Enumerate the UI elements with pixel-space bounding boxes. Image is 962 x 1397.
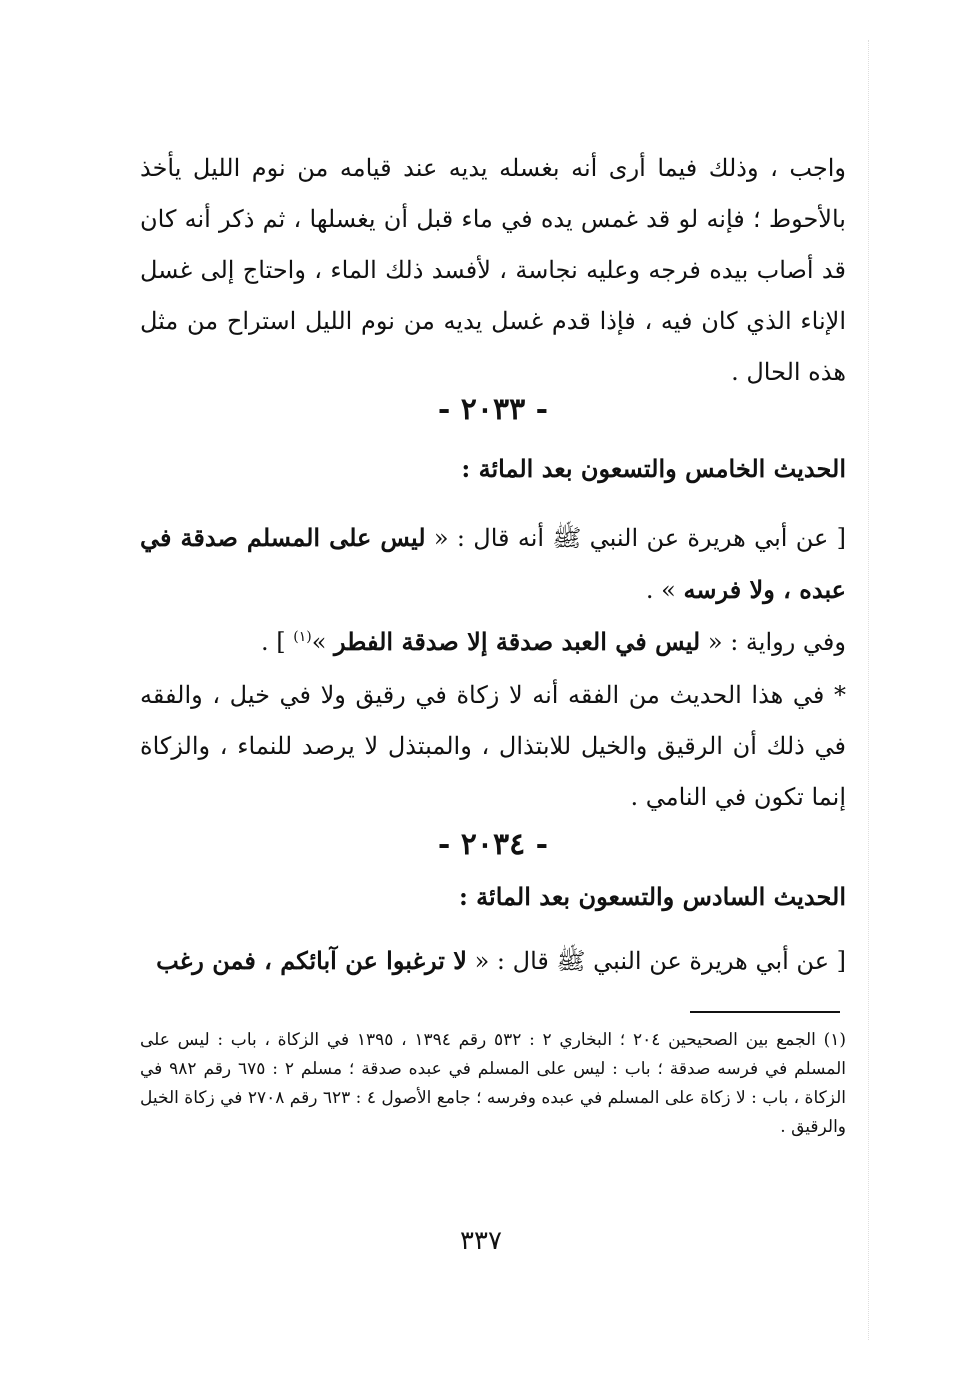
hadith-text-2033 <box>140 512 846 616</box>
hadith-title-195: الحديث الخامس والتسعون بعد المائة : <box>461 454 846 483</box>
hadith-quote: ليس على المسلم صدقة في عبده ، ولا فرسه <box>140 523 846 604</box>
riwaya-intro: وفي رواية : « <box>700 628 846 656</box>
hadith-quote-2: لا ترغبوا عن آبائكم ، فمن رغب <box>156 946 467 975</box>
riwaya-end: ] . <box>261 628 294 656</box>
commentary-paragraph: * في هذا الحديث من الفقه أنه لا زكاة في رقيق ولا في خيل ، والفقه في ذلك أن الرقيق والخيل للابتذال ، والمبتذل لا يرصد للنماء ، والزكاة إنما تكون في النامي . <box>140 681 846 811</box>
riwaya-line <box>140 612 846 668</box>
hadith-title-196: الحديث السادس والتسعون بعد المائة : <box>458 882 846 911</box>
page-edge-line <box>868 40 869 1340</box>
footnote-separator <box>690 1011 840 1013</box>
hadith-number-2033: - ٢٠٣٣ - <box>437 392 549 427</box>
hadith-number-2034: - ٢٠٣٤ - <box>437 827 549 862</box>
riwaya-quote: ليس في العبد صدقة إلا صدقة الفطر <box>334 627 701 656</box>
page-number: ٣٣٧ <box>460 1226 502 1256</box>
hadith-intro: [ عن أبي هريرة عن النبي ﷺ أنه قال : « <box>425 524 847 552</box>
footnote-text: (١) الجمع بين الصحيحين ٢٠٤ ؛ البخاري ٢ : ٥٣٢ رقم ١٣٩٤ ، ١٣٩٥ في الزكاة ، باب : ليس على المسلم في فرسه صدقة ؛ باب : ليس على المسلم في عبده صدقة ؛ مسلم ٢ : ٦٧٥ رقم ٩٨٢ في الزكاة ، باب : لا زكاة على المسلم في عبده وفرسه ؛ جامع الأصول ٤ : ٦٢٣ رقم ٢٧٠٨ في زكاة الخيل والرقيق . <box>140 1030 846 1137</box>
hadith-close: » . <box>645 576 684 604</box>
hadith-text-2034 <box>140 935 846 987</box>
paragraph-continuation: واجب ، وذلك فيما أرى أنه بغسله يديه عند قيامه من نوم الليل يأخذ بالأحوط ؛ فإنه لو قد غمس يده في ماء قبل أن يغسلها ، ثم ذكر أنه كان قد أصاب بيده فرجه وعليه نجاسة ، لأفسد ذلك الماء ، واحتاج إلى غسل الإناء الذي كان فيه ، فإذا قدم غسل يديه من نوم الليل استراح من مثل هذه الحال . <box>140 154 847 386</box>
riwaya-close: » <box>311 628 335 656</box>
hadith-intro-2: [ عن أبي هريرة عن النبي ﷺ قال : « <box>466 947 846 975</box>
footnote-reference[interactable]: (١) <box>293 629 312 645</box>
